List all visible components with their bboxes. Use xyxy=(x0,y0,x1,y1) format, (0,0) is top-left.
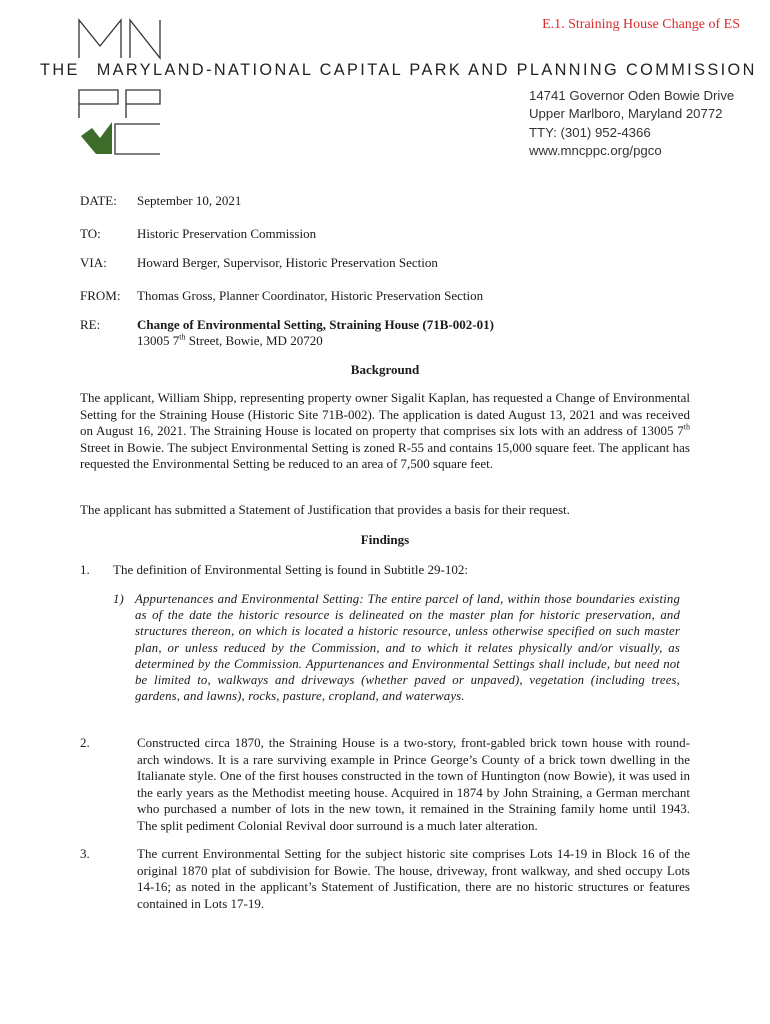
finding-2-number: 2. xyxy=(80,735,90,750)
address-line-1: 14741 Governor Oden Bowie Drive xyxy=(529,88,735,103)
document-tag: E.1. Straining House Change of ES xyxy=(542,17,740,32)
tty-line: TTY: (301) 952-4366 xyxy=(529,124,651,140)
logo-icon xyxy=(78,18,168,158)
date-value: September 10, 2021 xyxy=(137,193,242,208)
mncppc-logo xyxy=(78,18,168,163)
to-label: TO: xyxy=(80,226,101,241)
agency-prefix: THE xyxy=(40,61,80,79)
re-label: RE: xyxy=(80,317,101,332)
website-line: www.mncppc.org/pgco xyxy=(529,142,662,158)
re-address: 13005 7th Street, Bowie, MD 20720 xyxy=(137,332,323,348)
definition-quote: Appurtenances and Environmental Setting: The entire parcel of land, within those boundaries existing as of the date the historic resource is delineated on the master plan for historic preservation, and structures thereon, on which is located a historic resource, unless otherwise specified on such master plan, or unless reduced by the Commission, and to which it relates physically and/or visually, as determined by the Commission. Appurtenances and Environmental Settings shall include, but need not be limited to, walkways and driveways (whether paved or unpaved), vegetation (including trees, gardens, and lawns), rocks, pasture, cropland, and waterways. xyxy=(135,592,680,704)
date-label: DATE: xyxy=(80,193,117,208)
finding-3-text: The current Environmental Setting for the subject historic site comprises Lots 14-19 in Block 16 of the original 1870 plat of subdivision for Bowie. The house, driveway, front walkway, and shed occupy Lots 14-16; as noted in the applicant’s Statement of Justification, there are no historic structures or features contained in Lots 17-19. xyxy=(137,846,690,911)
finding-1-number: 1. xyxy=(80,562,90,577)
quote-number: 1) xyxy=(113,592,124,606)
agency-name xyxy=(40,61,757,80)
to-value: Historic Preservation Commission xyxy=(137,226,317,241)
finding-2-text: Constructed circa 1870, the Straining House is a two-story, front-gabled brick town house with round-arch windows. It is a rare surviving example in Prince George’s County of a brick town dwelling in the Italianate style. One of the first houses constructed in the town of Huntington (now Bowie), it was used in the early years as the Methodist meeting house. Acquired in 1874 by John Straining, a German merchant who purchased a number of lots in the new town, it remained in the Straining family home until 1943. The split pediment Colonial Revival door surround is a much later alteration. xyxy=(137,735,690,833)
findings-heading: Findings xyxy=(360,532,410,547)
agency-full-name: MARYLAND-NATIONAL CAPITAL PARK AND PLANNING COMMISSION xyxy=(96,61,757,79)
via-value: Howard Berger, Supervisor, Historic Preservation Section xyxy=(137,255,438,270)
address-line-2: Upper Marlboro, Maryland 20772 xyxy=(529,106,723,122)
background-paragraph-1: The applicant, William Shipp, representing property owner Sigalit Kaplan, has requested a Change of Environmental Setting for the Straining House (Historic Site 71B-002). The application is dated August 13, 2021 and was received on August 16, 2021. The Straining House is located on property that comprises six lots with an address of 13005 7th Street in Bowie. The subject Environmental Setting is zoned R-55 and contains 15,000 square feet. The applicant has requested the Environmental Setting be reduced to an area of 7,500 square feet. xyxy=(80,390,690,471)
background-heading: Background xyxy=(350,362,420,377)
background-paragraph-2: The applicant has submitted a Statement of Justification that provides a basis for their request. xyxy=(80,502,570,517)
re-title: Change of Environmental Setting, Straining House (71B-002-01) xyxy=(137,317,494,332)
via-label: VIA: xyxy=(80,255,107,270)
from-value: Thomas Gross, Planner Coordinator, Historic Preservation Section xyxy=(137,288,484,303)
finding-3-number: 3. xyxy=(80,846,90,861)
from-label: FROM: xyxy=(80,288,121,303)
finding-1-text: The definition of Environmental Setting is found in Subtitle 29-102: xyxy=(113,562,468,577)
agency-address xyxy=(529,87,734,160)
